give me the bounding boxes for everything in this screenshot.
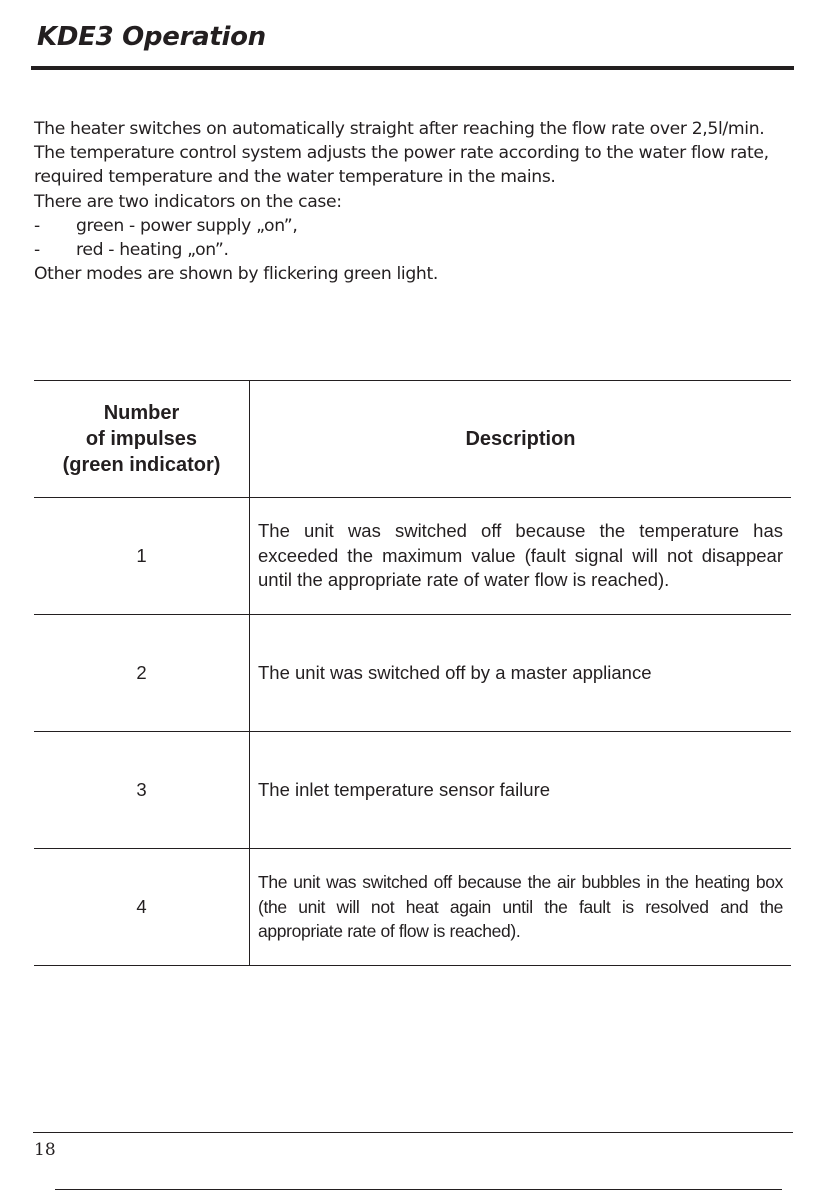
footer-divider	[33, 1132, 793, 1133]
intro-closing: Other modes are shown by flickering green light.	[34, 264, 438, 285]
impulse-description: The inlet temperature sensor failure	[250, 732, 792, 849]
table-header-row	[34, 381, 791, 498]
bullet-dash: -	[34, 215, 40, 236]
intro-line: There are two indicators on the case:	[34, 191, 342, 212]
intro-text	[34, 117, 804, 286]
impulse-count: 1	[34, 498, 250, 615]
header-number-of-impulses	[34, 381, 250, 498]
table-row	[34, 849, 791, 966]
header-description: Description	[250, 381, 792, 498]
title-divider	[31, 66, 794, 70]
intro-line: required temperature and the water temperature in the mains.	[34, 167, 556, 188]
intro-line: The heater switches on automatically straight after reaching the flow rate over 2,5l/min.	[34, 119, 765, 139]
bullet-item-green	[34, 214, 804, 238]
bullet-item-red	[34, 238, 804, 262]
bullet-dash: -	[34, 240, 40, 261]
table-row	[34, 615, 791, 732]
intro-line: The temperature control system adjusts the power rate according to the water flow rate,	[34, 143, 769, 164]
bullet-text: green - power supply „on”,	[76, 215, 298, 236]
impulse-count: 2	[34, 615, 250, 732]
impulse-table	[34, 380, 791, 966]
table-row	[34, 498, 791, 615]
header-number-line: of impulses	[85, 428, 198, 450]
impulse-description: The unit was switched off by a master appliance	[250, 615, 792, 732]
page-number: 18	[34, 1140, 56, 1160]
page-title: KDE3 Operation	[37, 22, 266, 52]
header-number-line: Number	[103, 402, 180, 424]
header-number-line: (green indicator)	[62, 454, 221, 476]
bottom-divider	[55, 1189, 782, 1190]
impulse-count: 3	[34, 732, 250, 849]
impulse-count: 4	[34, 849, 250, 966]
impulse-description: The unit was switched off because the air bubbles in the heating box (the unit will not heat again until the fault is resolved and the appropriate rate of flow is reached).	[250, 849, 792, 966]
impulse-description: The unit was switched off because the temperature has exceeded the maximum value (fault signal will not disappear until the appropriate rate of water flow is reached).	[250, 498, 792, 615]
bullet-text: red - heating „on”.	[76, 240, 229, 261]
table-row	[34, 732, 791, 849]
